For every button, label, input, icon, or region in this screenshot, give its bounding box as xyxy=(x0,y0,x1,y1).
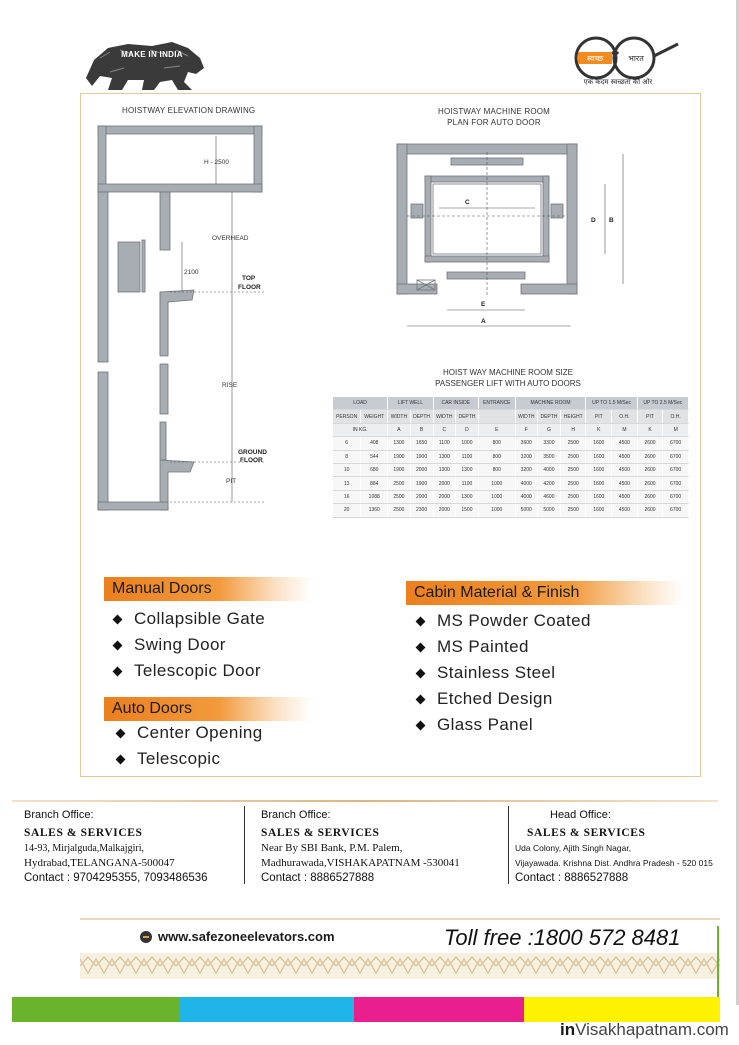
table-column-header: WIDTH xyxy=(433,410,455,423)
table-cell: 2600 xyxy=(637,463,663,476)
table-cell: 4500 xyxy=(612,450,638,463)
table-cell: 3300 xyxy=(537,437,560,450)
table-cell: 5000 xyxy=(537,504,560,517)
table-cell: 800 xyxy=(478,450,515,463)
table-cell: 2500 xyxy=(560,450,586,463)
office-services: SALES & SERVICES xyxy=(527,827,646,839)
dim-a-label: A xyxy=(481,318,486,325)
elevation-drawing-title: HOISTWAY ELEVATION DRAWING xyxy=(122,106,256,115)
table-cell: 1600 xyxy=(586,490,612,503)
table-row xyxy=(333,450,689,463)
table-cell: 2300 xyxy=(410,504,433,517)
office-block-hyderabad xyxy=(24,808,208,886)
table-cell: 1300 xyxy=(433,450,455,463)
table-unit-cell: K xyxy=(586,423,612,436)
list-item: Telescopic Door xyxy=(112,658,265,684)
globe-icon xyxy=(140,931,152,943)
office-address-line2: Hydrabad,TELANGANA-500047 xyxy=(24,857,175,869)
table-column-header: WIDTH xyxy=(388,410,410,423)
list-item: Stainless Steel xyxy=(415,660,591,686)
table-column-header: O.H. xyxy=(663,410,689,423)
table-cell: 1000 xyxy=(478,477,515,490)
table-body xyxy=(333,437,689,517)
hoistway-elevation-drawing xyxy=(94,120,284,515)
table-cell: 2500 xyxy=(560,437,586,450)
manual-doors-list xyxy=(112,606,265,684)
diamond-bullet-icon xyxy=(113,641,123,651)
table-row xyxy=(333,463,689,476)
decorative-pattern-band xyxy=(80,953,720,979)
table-cell: 1300 xyxy=(433,463,455,476)
table-unit-cell: H xyxy=(560,423,586,436)
table-cell: 2500 xyxy=(560,463,586,476)
table-group-header: LOAD xyxy=(333,397,388,410)
table-cell: 4600 xyxy=(537,490,560,503)
table-cell: 4500 xyxy=(612,490,638,503)
band-top-rule xyxy=(80,918,720,920)
diamond-bullet-icon xyxy=(416,721,426,731)
invisakhapatnam-brand[interactable] xyxy=(560,1020,729,1040)
table-cell: 4500 xyxy=(612,463,638,476)
list-item: Center Opening xyxy=(115,720,263,746)
table-cell: 680 xyxy=(361,463,388,476)
table-group-header: ENTRANCE xyxy=(478,397,515,410)
table-unit-cell: E xyxy=(478,423,515,436)
office-heading: Head Office: xyxy=(550,809,611,821)
table-cell: 3200 xyxy=(515,450,537,463)
table-unit-cell: K xyxy=(637,423,663,436)
table-row xyxy=(333,437,689,450)
list-item: Swing Door xyxy=(112,632,265,658)
website-link[interactable]: www.safezoneelevators.com xyxy=(158,929,335,944)
dim-c-label: C xyxy=(465,199,470,206)
color-bar-green xyxy=(12,997,180,1022)
diamond-bullet-icon xyxy=(416,643,426,653)
table-cell: 1300 xyxy=(455,463,478,476)
table-row xyxy=(333,504,689,517)
table-group-header: UP TO 1.5 M/Sec xyxy=(586,397,637,410)
table-column-header: PIT xyxy=(586,410,612,423)
table-cell: 1900 xyxy=(388,450,410,463)
diamond-bullet-icon xyxy=(113,615,123,625)
table-unit-cell: M xyxy=(612,423,638,436)
table-cell: 800 xyxy=(478,463,515,476)
machine-room-title-line2: PLAN FOR AUTO DOOR xyxy=(447,118,541,127)
door-height-label: 2100 xyxy=(184,269,199,276)
table-column-header: DEPTH xyxy=(455,410,478,423)
table-cell: 1000 xyxy=(455,437,478,450)
make-in-india-text: MAKE IN INDIA xyxy=(121,50,183,59)
table-cell: 1100 xyxy=(455,477,478,490)
table-column-header-row xyxy=(333,410,689,423)
table-unit-cell: M xyxy=(663,423,689,436)
table-cell: 1000 xyxy=(478,490,515,503)
table-unit-cell: IN KG. xyxy=(333,423,388,436)
brand-prefix: in xyxy=(560,1020,576,1039)
spec-table-title-line1: HOIST WAY MACHINE ROOM SIZE xyxy=(443,368,573,377)
table-cell: 6700 xyxy=(663,477,689,490)
table-cell: 6700 xyxy=(663,450,689,463)
office-services: SALES & SERVICES xyxy=(261,827,380,839)
table-column-header: WEIGHT xyxy=(361,410,388,423)
list-item: MS Painted xyxy=(415,634,591,660)
footer-divider xyxy=(12,800,718,802)
website-row xyxy=(140,929,335,944)
table-unit-cell: G xyxy=(537,423,560,436)
table-cell: 800 xyxy=(478,437,515,450)
table-cell: 2500 xyxy=(560,477,586,490)
cabin-material-heading: Cabin Material & Finish xyxy=(406,581,684,605)
table-group-header-row xyxy=(333,397,689,410)
table-column-header: WIDTH xyxy=(515,410,537,423)
color-bar-blue xyxy=(180,997,354,1022)
table-cell: 2600 xyxy=(637,490,663,503)
table-cell: 4000 xyxy=(515,477,537,490)
machine-room-plan-drawing xyxy=(395,140,640,335)
table-column-header: PIT xyxy=(637,410,663,423)
table-cell: 5000 xyxy=(515,504,537,517)
overhead-label: OVERHEAD xyxy=(212,235,249,242)
table-cell: 408 xyxy=(361,437,388,450)
auto-doors-heading: Auto Doors xyxy=(104,697,312,721)
diamond-bullet-icon xyxy=(116,755,126,765)
table-cell: 1600 xyxy=(586,504,612,517)
table-cell: 3500 xyxy=(537,450,560,463)
table-cell: 2600 xyxy=(637,477,663,490)
swachh-word: स्वच्छ xyxy=(586,54,604,63)
table-cell: 2500 xyxy=(560,504,586,517)
green-accent-line xyxy=(717,926,719,1002)
color-bar-yellow xyxy=(524,997,720,1022)
table-cell: 2000 xyxy=(433,490,455,503)
dim-b-label: B xyxy=(609,217,614,224)
list-item: Etched Design xyxy=(415,686,591,712)
table-cell: 2600 xyxy=(637,504,663,517)
table-cell: 544 xyxy=(361,450,388,463)
office-contact: Contact : 8886527888 xyxy=(515,872,629,884)
list-item: Glass Panel xyxy=(415,712,591,738)
h-dimension-label: H - 2500 xyxy=(204,159,229,166)
toll-free-number: Toll free :1800 572 8481 xyxy=(444,925,681,950)
list-item: Collapsible Gate xyxy=(112,606,265,632)
table-cell: 6700 xyxy=(663,463,689,476)
table-cell: 1600 xyxy=(586,437,612,450)
office-address-line2: Vijayawada. Krishna Dist. Andhra Pradesh - 520 015 xyxy=(515,858,713,868)
table-group-header: LIFT WELL xyxy=(388,397,433,410)
office-address-line1: Near By SBI Bank, P.M. Palem, xyxy=(261,842,403,854)
table-cell: 4000 xyxy=(515,490,537,503)
office-contact: Contact : 9704295355, 7093486536 xyxy=(24,872,208,884)
brand-suffix: Visakhapatnam.com xyxy=(575,1020,729,1039)
table-cell: 2000 xyxy=(433,504,455,517)
table-cell: 4000 xyxy=(537,463,560,476)
table-cell: 6 xyxy=(333,437,361,450)
table-cell: 1900 xyxy=(388,463,410,476)
table-cell: 4200 xyxy=(537,477,560,490)
table-cell: 2500 xyxy=(560,490,586,503)
dim-e-label: E xyxy=(481,301,486,308)
table-cell: 1500 xyxy=(455,504,478,517)
spec-table-title xyxy=(420,367,596,389)
table-cell: 1300 xyxy=(388,437,410,450)
table-cell: 8 xyxy=(333,450,361,463)
table-unit-cell: F xyxy=(515,423,537,436)
table-cell: 1300 xyxy=(455,490,478,503)
table-cell: 2000 xyxy=(410,490,433,503)
table-cell: 1100 xyxy=(455,450,478,463)
table-cell: 2600 xyxy=(637,450,663,463)
table-unit-cell: A xyxy=(388,423,410,436)
office-services: SALES & SERVICES xyxy=(24,827,143,839)
office-heading: Branch Office: xyxy=(261,809,331,821)
diamond-bullet-icon xyxy=(416,695,426,705)
table-unit-cell: D xyxy=(455,423,478,436)
table-group-header: UP TO 2.5 M/Sec xyxy=(637,397,688,410)
table-cell: 2500 xyxy=(388,504,410,517)
hoistway-spec-table xyxy=(333,397,689,518)
bharat-word: भारत xyxy=(628,54,644,63)
table-column-header: O.H. xyxy=(612,410,638,423)
table-cell: 1650 xyxy=(410,437,433,450)
color-bar-magenta xyxy=(354,997,524,1022)
table-cell: 4500 xyxy=(612,437,638,450)
cabin-material-list xyxy=(415,608,591,738)
office-separator xyxy=(244,806,245,884)
table-cell: 1900 xyxy=(410,450,433,463)
table-cell: 1088 xyxy=(361,490,388,503)
table-cell: 2000 xyxy=(410,463,433,476)
table-cell: 2600 xyxy=(637,437,663,450)
manual-doors-heading: Manual Doors xyxy=(104,577,312,601)
table-cell: 1900 xyxy=(410,477,433,490)
table-cell: 2500 xyxy=(388,477,410,490)
table-cell: 1000 xyxy=(478,504,515,517)
top-floor-label-1: TOP xyxy=(242,275,256,282)
table-cell: 6700 xyxy=(663,504,689,517)
table-cell: 13 xyxy=(333,477,361,490)
spec-table-title-line2: PASSENGER LIFT WITH AUTO DOORS xyxy=(435,379,581,388)
dim-d-label: D xyxy=(591,217,596,224)
table-cell: 2000 xyxy=(433,477,455,490)
table-column-header: PERSON xyxy=(333,410,361,423)
table-cell: 3200 xyxy=(515,463,537,476)
table-cell: 4500 xyxy=(612,477,638,490)
office-address-line1: Uda Colony, Ajith Singh Nagar, xyxy=(515,843,632,853)
ground-floor-label-1: GROUND xyxy=(238,449,267,456)
ground-floor-label-2: FLOOR xyxy=(240,457,263,464)
table-cell: 10 xyxy=(333,463,361,476)
table-cell: 884 xyxy=(361,477,388,490)
machine-room-title-line1: HOISTWAY MACHINE ROOM xyxy=(437,107,551,116)
office-address-line1: 14-93, Mirjalguda,Malkajgiri, xyxy=(24,843,144,854)
table-cell: 16 xyxy=(333,490,361,503)
table-cell: 3600 xyxy=(515,437,537,450)
table-cell: 4500 xyxy=(612,504,638,517)
office-separator xyxy=(508,806,509,884)
table-cell: 1600 xyxy=(586,463,612,476)
table-group-header: MACHINE ROOM xyxy=(515,397,586,410)
table-cell: 1360 xyxy=(361,504,388,517)
table-cell: 6700 xyxy=(663,437,689,450)
table-group-header: CAR INSIDE xyxy=(433,397,478,410)
office-address-line2: Madhurawada,VISHAKAPATNAM -530041 xyxy=(261,857,460,869)
table-cell: 1600 xyxy=(586,477,612,490)
table-cell: 1100 xyxy=(433,437,455,450)
table-unit-cell: B xyxy=(410,423,433,436)
table-cell: 20 xyxy=(333,504,361,517)
table-column-header xyxy=(478,410,515,423)
table-cell: 6700 xyxy=(663,490,689,503)
diamond-bullet-icon xyxy=(116,729,126,739)
pit-label: PIT xyxy=(226,478,237,485)
office-block-vijayawada xyxy=(515,808,720,886)
list-item: Telescopic xyxy=(115,746,263,772)
table-column-header: DEPTH xyxy=(537,410,560,423)
diamond-bullet-icon xyxy=(113,667,123,677)
machine-room-title xyxy=(424,106,564,128)
diamond-bullet-icon xyxy=(416,617,426,627)
auto-doors-list xyxy=(115,720,263,772)
table-row xyxy=(333,490,689,503)
office-heading: Branch Office: xyxy=(24,809,94,821)
rise-label: RISE xyxy=(222,382,238,389)
office-block-vishakapatnam xyxy=(261,808,460,886)
table-cell: 1600 xyxy=(586,450,612,463)
table-column-header: DEPTH xyxy=(410,410,433,423)
list-item: MS Powder Coated xyxy=(415,608,591,634)
table-row xyxy=(333,477,689,490)
make-in-india-lion-logo xyxy=(80,38,210,94)
table-column-header: HEIGHT xyxy=(560,410,586,423)
swachh-tagline: एक कदम स्वच्छता की ओर xyxy=(583,78,653,86)
top-floor-label-2: FLOOR xyxy=(238,284,261,291)
table-cell: 2500 xyxy=(388,490,410,503)
table-unit-cell: C xyxy=(433,423,455,436)
diamond-bullet-icon xyxy=(416,669,426,679)
office-contact: Contact : 8886527888 xyxy=(261,872,375,884)
table-unit-row xyxy=(333,423,689,436)
